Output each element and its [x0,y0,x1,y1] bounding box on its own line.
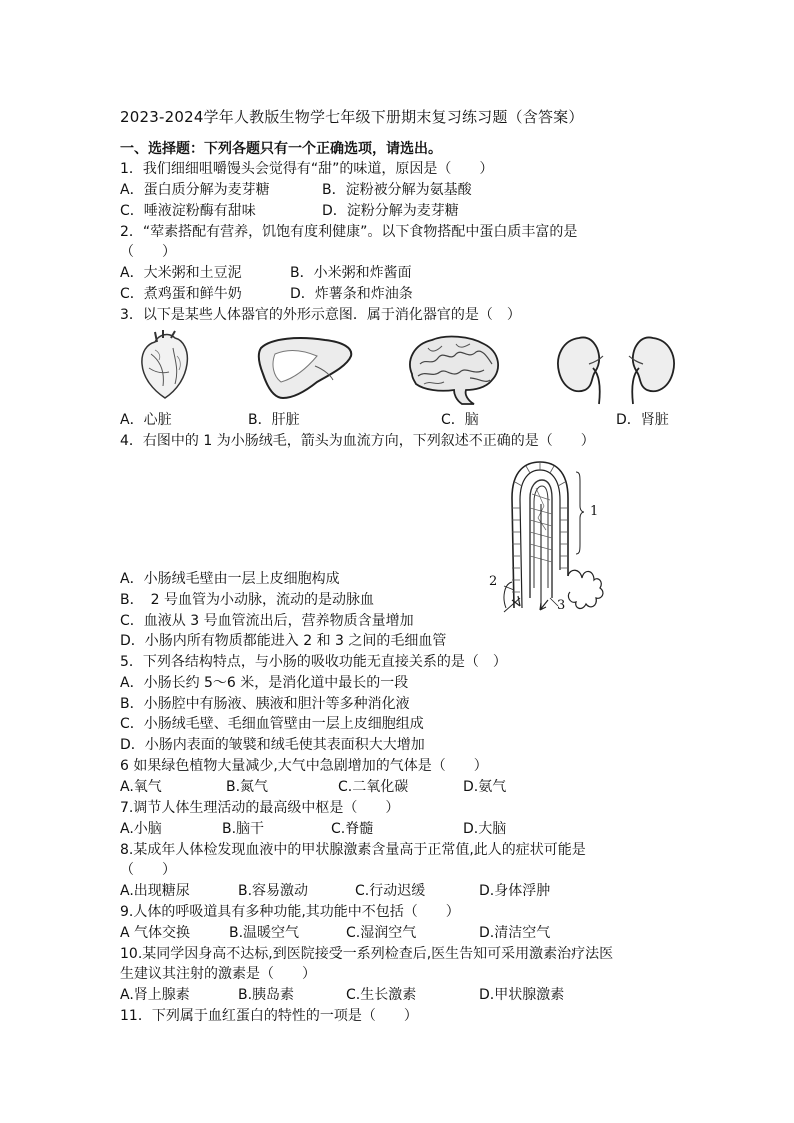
q10-option-c: C.生长激素 [346,987,417,1003]
q6-stem: 6 如果绿色植物大量减少,大气中急剧增加的气体是（ ） [120,758,488,774]
intestinal-villus-diagram [484,458,614,614]
brain-icon [404,334,504,406]
q1-option-a: A．蛋白质分解为麦芽糖 [120,182,270,198]
q6-option-a: A.氧气 [120,779,162,795]
q10-stem: 10.某同学因身高不达标,到医院接受一系列检查后,医生告知可采用激素治疗法医 [120,946,614,962]
q7-option-b: B.脑干 [222,821,265,837]
q3-option-a: A．心脏 [120,412,172,428]
q4-option-d: D．小肠内所有物质都能进入 2 和 3 之间的毛细血管 [120,633,447,649]
q1-option-b: B．淀粉被分解为氨基酸 [322,182,472,198]
q9-option-a: A 气体交换 [120,925,191,941]
q1-option-d: D．淀粉分解为麦芽糖 [322,203,459,219]
q8-stem: 8.某成年人体检发现血液中的甲状腺激素含量高于正常值,此人的症状可能是 [120,842,586,858]
liver-icon [255,336,355,402]
q4-option-c: C．血液从 3 号血管流出后，营养物质含量增加 [120,613,414,629]
q8-stem-cont: （ ） [120,862,176,878]
q8-option-a: A.出现糖尿 [120,883,190,899]
heart-icon [135,330,195,402]
q2-stem-cont: （ ） [120,244,176,260]
q2-option-c: C．煮鸡蛋和鲜牛奶 [120,286,242,302]
q10-option-a: A.肾上腺素 [120,987,190,1003]
q9-option-c: C.湿润空气 [346,925,417,941]
q3-option-d: D．肾脏 [616,412,669,428]
q4-option-b: B． 2 号血管为小动脉，流动的是动脉血 [120,592,374,608]
q9-option-b: B.温暖空气 [229,925,300,941]
kidney-icon [555,334,677,406]
q2-option-a: A．大米粥和土豆泥 [120,265,242,281]
q2-stem: 2．“荤素搭配有营养，饥饱有度利健康”。以下食物搭配中蛋白质丰富的是 [120,224,578,240]
q5-option-a: A．小肠长约 5～6 米，是消化道中最长的一段 [120,675,409,691]
q8-option-c: C.行动迟缓 [355,883,426,899]
q10-option-d: D.甲状腺激素 [479,987,565,1003]
q10-option-b: B.胰岛素 [238,987,295,1003]
q1-stem: 1．我们细细咀嚼馒头会觉得有“甜”的味道，原因是（ ） [120,161,494,177]
q6-option-b: B.氮气 [226,779,269,795]
q8-option-b: B.容易激动 [238,883,309,899]
q9-option-d: D.清洁空气 [479,925,551,941]
q2-option-d: D．炸薯条和炸油条 [290,286,413,302]
q10-stem-cont: 生建议其注射的激素是（ ） [120,966,316,982]
q4-stem: 4．右图中的 1 为小肠绒毛，箭头为血流方向，下列叙述不正确的是（ ） [120,433,595,449]
q7-stem: 7.调节人体生理活动的最高级中枢是（ ） [120,800,400,816]
section-heading: 一、选择题：下列各题只有一个正确选项，请选出。 [120,141,442,157]
q4-option-a: A．小肠绒毛壁由一层上皮细胞构成 [120,571,340,587]
q5-option-c: C．小肠绒毛壁、毛细血管壁由一层上皮细胞组成 [120,716,424,732]
q6-option-d: D.氨气 [463,779,507,795]
q7-option-c: C.脊髓 [331,821,374,837]
q5-stem: 5．下列各结构特点，与小肠的吸收功能无直接关系的是（ ） [120,654,507,670]
q5-option-b: B．小肠腔中有肠液、胰液和胆汁等多种消化液 [120,696,410,712]
q3-option-c: C．脑 [441,412,479,428]
q11-stem: 11．下列属于血红蛋白的特性的一项是（ ） [120,1008,418,1024]
q9-stem: 9.人体的呼吸道具有多种功能,其功能中不包括（ ） [120,904,460,920]
q7-option-a: A.小脑 [120,821,162,837]
q3-stem: 3．以下是某些人体器官的外形示意图．属于消化器官的是（ ） [120,307,521,323]
q3-option-b: B．肝脏 [248,412,300,428]
villus-label-1: 1 [590,504,599,519]
q5-option-d: D．小肠内表面的皱襞和绒毛使其表面积大大增加 [120,737,425,753]
q7-option-d: D.大脑 [463,821,507,837]
q1-option-c: C．唾液淀粉酶有甜味 [120,203,256,219]
vessel-label-3: 3 [557,598,566,613]
page-title: 2023-2024学年人教版生物学七年级下册期末复习练习题（含答案） [120,108,584,126]
q6-option-c: C.二氧化碳 [338,779,409,795]
q2-option-b: B．小米粥和炸酱面 [290,265,412,281]
vessel-label-2: 2 [489,574,498,589]
q8-option-d: D.身体浮肿 [479,883,551,899]
